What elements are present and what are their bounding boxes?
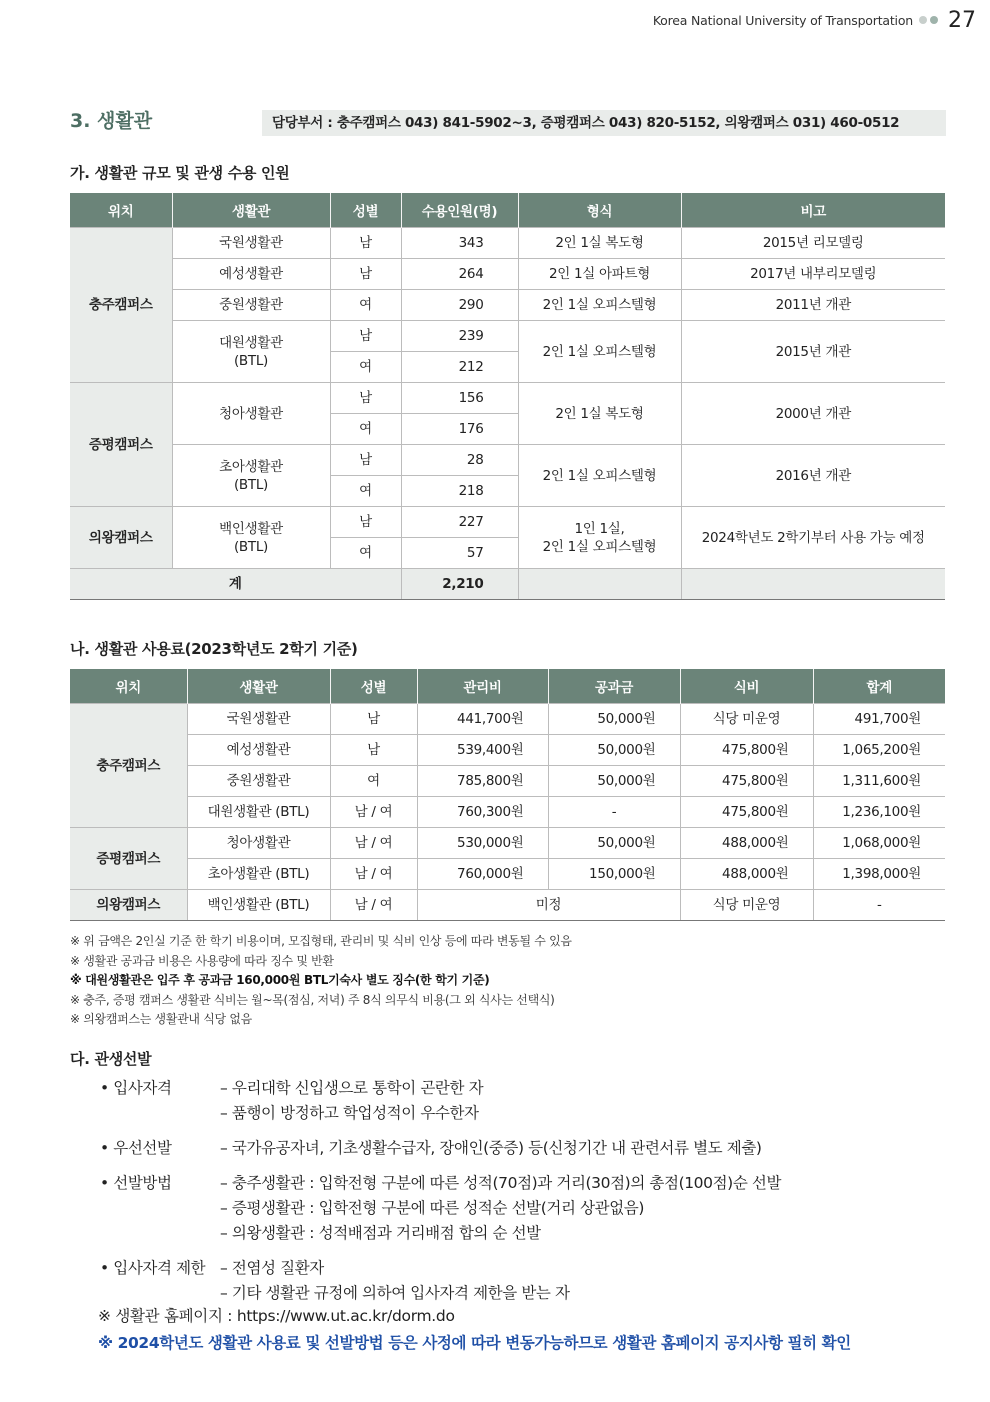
gender-cell: 여 — [330, 538, 401, 569]
sum-cell: 1,236,100원 — [813, 797, 945, 828]
table-row — [70, 735, 945, 766]
column-header: 공과금 — [548, 669, 680, 704]
selection-item: – 증평생활관 : 입학전형 구분에 따른 성적순 선발(거리 상관없음) — [220, 1199, 645, 1217]
column-header: 생활관 — [187, 669, 330, 704]
capacity-cell: 239 — [401, 321, 518, 352]
dorm-cell: 국원생활관 — [187, 704, 330, 735]
table-row — [70, 859, 945, 890]
mgmt-fee-cell: 539,400원 — [417, 735, 548, 766]
selection-item: – 품행이 방정하고 학업성적이 우수한자 — [220, 1104, 479, 1122]
utility-cell: 50,000원 — [548, 704, 680, 735]
campus-cell: 증평캠퍼스 — [70, 828, 187, 890]
gender-cell: 남 — [330, 228, 401, 259]
capacity-cell: 212 — [401, 352, 518, 383]
gender-cell: 여 — [330, 476, 401, 507]
selection-title: 다. 관생선발 — [70, 1050, 152, 1068]
food-cell: 488,000원 — [680, 859, 813, 890]
table-row — [70, 228, 945, 259]
dorm-cell — [172, 321, 330, 383]
campus-cell: 충주캠퍼스 — [70, 704, 187, 828]
gender-cell: 여 — [330, 290, 401, 321]
note-line: ※ 충주, 증평 캠퍼스 생활관 식비는 월~목(점심, 저녁) 주 8식 의무식 비용(그 외 식사는 선택식) — [70, 992, 555, 1007]
header-dots — [919, 16, 938, 24]
food-cell: 475,800원 — [680, 797, 813, 828]
note-cell: 2015년 리모델링 — [681, 228, 945, 259]
selection-label: • 입사자격 제한 — [100, 1259, 206, 1277]
column-header: 성별 — [330, 193, 401, 228]
selection-item: – 충주생활관 : 입학전형 구분에 따른 성적(70점)과 거리(30점)의 총점(100점)순 선발 — [220, 1174, 782, 1192]
utility-cell: 50,000원 — [548, 735, 680, 766]
capacity-cell: 218 — [401, 476, 518, 507]
total-label: 계 — [70, 569, 401, 600]
capacity-cell: 264 — [401, 259, 518, 290]
column-header: 생활관 — [172, 193, 330, 228]
gender-cell: 남 — [330, 383, 401, 414]
table-row — [70, 290, 945, 321]
type-cell: 2인 1실 오피스텔형 — [518, 321, 681, 383]
column-header: 관리비 — [417, 669, 548, 704]
dorm-tag: (BTL) — [233, 538, 269, 555]
food-cell: 식당 미운영 — [680, 704, 813, 735]
gender-cell: 남 — [330, 735, 417, 766]
utility-cell: - — [548, 797, 680, 828]
mgmt-fee-cell: 760,000원 — [417, 859, 548, 890]
dorm-name: 대원생활관 — [219, 334, 283, 351]
dorm-cell: 대원생활관 (BTL) — [187, 797, 330, 828]
table-row — [70, 766, 945, 797]
gender-cell: 남 — [330, 445, 401, 476]
column-header: 식비 — [680, 669, 813, 704]
dorm-name: 백인생활관 — [219, 520, 283, 537]
capacity-cell: 156 — [401, 383, 518, 414]
sum-cell: 1,068,000원 — [813, 828, 945, 859]
table-header-row — [70, 193, 945, 228]
type-cell — [518, 507, 681, 569]
selection-label: • 선발방법 — [100, 1174, 172, 1192]
gender-cell: 여 — [330, 352, 401, 383]
page-header — [653, 6, 976, 34]
type-line: 1인 1실, — [574, 520, 625, 537]
sum-cell: 1,398,000원 — [813, 859, 945, 890]
dorm-cell: 예성생활관 — [172, 259, 330, 290]
type-cell: 2인 1실 오피스텔형 — [518, 445, 681, 507]
selection-items — [220, 1136, 762, 1161]
table-row — [70, 704, 945, 735]
note-cell: 2016년 개관 — [681, 445, 945, 507]
table-row — [70, 797, 945, 828]
food-cell: 488,000원 — [680, 828, 813, 859]
dorm-cell: 국원생활관 — [172, 228, 330, 259]
gender-cell: 남 / 여 — [330, 797, 417, 828]
table-row — [70, 890, 945, 921]
food-cell: 475,800원 — [680, 766, 813, 797]
utility-cell: 50,000원 — [548, 766, 680, 797]
sum-cell: 491,700원 — [813, 704, 945, 735]
dot-decoration — [930, 16, 938, 24]
dorm-capacity-table — [70, 193, 945, 600]
capacity-cell: 28 — [401, 445, 518, 476]
gender-cell: 남 / 여 — [330, 890, 417, 921]
selection-items — [220, 1076, 483, 1126]
selection-item: – 국가유공자녀, 기초생활수급자, 장애인(중증) 등(신청기간 내 관련서류 별도 제출) — [220, 1139, 762, 1157]
note-line: ※ 의왕캠퍼스는 생활관내 식당 없음 — [70, 1012, 252, 1026]
selection-label: • 우선선발 — [100, 1139, 172, 1157]
selection-item: – 전염성 질환자 — [220, 1259, 324, 1277]
campus-cell: 의왕캠퍼스 — [70, 890, 187, 921]
page-number: 27 — [948, 7, 976, 33]
selection-group — [100, 1076, 781, 1126]
dorm-cell: 청아생활관 — [172, 383, 330, 445]
food-cell: 식당 미운영 — [680, 890, 813, 921]
note-cell: 2011년 개관 — [681, 290, 945, 321]
gender-cell: 남 — [330, 507, 401, 538]
gender-cell: 남 / 여 — [330, 828, 417, 859]
sum-cell: - — [813, 890, 945, 921]
mgmt-fee-cell: 441,700원 — [417, 704, 548, 735]
column-header: 형식 — [518, 193, 681, 228]
dorm-cell: 초아생활관 (BTL) — [187, 859, 330, 890]
dorm-cell: 중원생활관 — [187, 766, 330, 797]
campus-cell: 증평캠퍼스 — [70, 383, 172, 507]
empty-cell — [681, 569, 945, 600]
gender-cell: 여 — [330, 766, 417, 797]
table2-title: 나. 생활관 사용료(2023학년도 2학기 기준) — [70, 640, 358, 658]
dorm-cell — [172, 445, 330, 507]
dorm-cell: 백인생활관 (BTL) — [187, 890, 330, 921]
gender-cell: 남 — [330, 321, 401, 352]
note-line: ※ 대원생활관은 입주 후 공과금 160,000원 BTL기숙사 별도 징수(한 학기 기준) — [70, 973, 490, 987]
column-header: 합계 — [813, 669, 945, 704]
sum-cell: 1,065,200원 — [813, 735, 945, 766]
dorm-cell: 중원생활관 — [172, 290, 330, 321]
column-header: 위치 — [70, 193, 172, 228]
dorm-cell: 예성생활관 — [187, 735, 330, 766]
department-contact: 담당부서 : 충주캠퍼스 043) 841-5902~3, 증평캠퍼스 043) 820-5152, 의왕캠퍼스 031) 460-0512 — [262, 110, 946, 136]
selection-label: • 입사자격 — [100, 1079, 172, 1097]
mgmt-fee-cell: 785,800원 — [417, 766, 548, 797]
food-cell: 475,800원 — [680, 735, 813, 766]
mgmt-utility-cell: 미정 — [417, 890, 680, 921]
utility-cell: 50,000원 — [548, 828, 680, 859]
section-title: 3. 생활관 — [70, 110, 153, 132]
total-row — [70, 569, 945, 600]
column-header: 수용인원(명) — [401, 193, 518, 228]
table-row — [70, 259, 945, 290]
table-row — [70, 321, 945, 352]
note-line: ※ 위 금액은 2인실 기준 한 학기 비용이며, 모집형태, 관리비 및 식비 인상 등에 따라 변동될 수 있음 — [70, 934, 572, 948]
table-row — [70, 383, 945, 414]
mgmt-fee-cell: 530,000원 — [417, 828, 548, 859]
dorm-tag: (BTL) — [233, 476, 269, 493]
capacity-cell: 343 — [401, 228, 518, 259]
empty-cell — [518, 569, 681, 600]
note-cell: 2024학년도 2학기부터 사용 가능 예정 — [681, 507, 945, 569]
type-cell: 2인 1실 복도형 — [518, 383, 681, 445]
selection-items — [220, 1256, 570, 1306]
selection-item: – 기타 생활관 규정에 의하여 입사자격 제한을 받는 자 — [220, 1284, 570, 1302]
table1-title: 가. 생활관 규모 및 관생 수용 인원 — [70, 164, 290, 182]
selection-list — [100, 1076, 781, 1308]
type-cell: 2인 1실 오피스텔형 — [518, 290, 681, 321]
campus-cell: 의왕캠퍼스 — [70, 507, 172, 569]
capacity-cell: 176 — [401, 414, 518, 445]
mgmt-fee-cell: 760,300원 — [417, 797, 548, 828]
dorm-tag: (BTL) — [233, 352, 269, 369]
utility-cell: 150,000원 — [548, 859, 680, 890]
dot-decoration — [919, 16, 927, 24]
fee-notes — [70, 932, 572, 1030]
table-row — [70, 507, 945, 538]
gender-cell: 여 — [330, 414, 401, 445]
column-header: 비고 — [681, 193, 945, 228]
selection-item: – 의왕생활관 : 성적배점과 거리배점 합의 순 선발 — [220, 1224, 541, 1242]
selection-group — [100, 1171, 781, 1246]
important-notice: ※ 2024학년도 생활관 사용료 및 선발방법 등은 사정에 따라 변동가능하므로 생활관 홈페이지 공지사항 필히 확인 — [98, 1334, 851, 1352]
homepage-note: ※ 생활관 홈페이지 : https://www.ut.ac.kr/dorm.do — [98, 1307, 455, 1325]
dorm-fee-table — [70, 669, 945, 921]
table-row — [70, 445, 945, 476]
capacity-cell: 227 — [401, 507, 518, 538]
selection-group — [100, 1136, 781, 1161]
table-row — [70, 828, 945, 859]
gender-cell: 남 / 여 — [330, 859, 417, 890]
type-cell: 2인 1실 복도형 — [518, 228, 681, 259]
table-header-row — [70, 669, 945, 704]
column-header: 위치 — [70, 669, 187, 704]
note-line: ※ 생활관 공과금 비용은 사용량에 따라 징수 및 반환 — [70, 953, 334, 968]
type-line: 2인 1실 오피스텔형 — [542, 538, 657, 555]
capacity-cell: 57 — [401, 538, 518, 569]
capacity-cell: 290 — [401, 290, 518, 321]
note-cell: 2000년 개관 — [681, 383, 945, 445]
university-name: Korea National University of Transportation — [652, 12, 913, 28]
gender-cell: 남 — [330, 704, 417, 735]
note-cell: 2017년 내부리모델링 — [681, 259, 945, 290]
gender-cell: 남 — [330, 259, 401, 290]
total-value: 2,210 — [401, 569, 518, 600]
selection-group — [100, 1256, 781, 1306]
selection-items — [220, 1171, 781, 1246]
campus-cell: 충주캠퍼스 — [70, 228, 172, 383]
note-cell: 2015년 개관 — [681, 321, 945, 383]
sum-cell: 1,311,600원 — [813, 766, 945, 797]
type-cell: 2인 1실 아파트형 — [518, 259, 681, 290]
dorm-name: 초아생활관 — [219, 458, 283, 475]
selection-item: – 우리대학 신입생으로 통학이 곤란한 자 — [220, 1079, 484, 1097]
dorm-cell: 청아생활관 — [187, 828, 330, 859]
dorm-cell — [172, 507, 330, 569]
column-header: 성별 — [330, 669, 417, 704]
